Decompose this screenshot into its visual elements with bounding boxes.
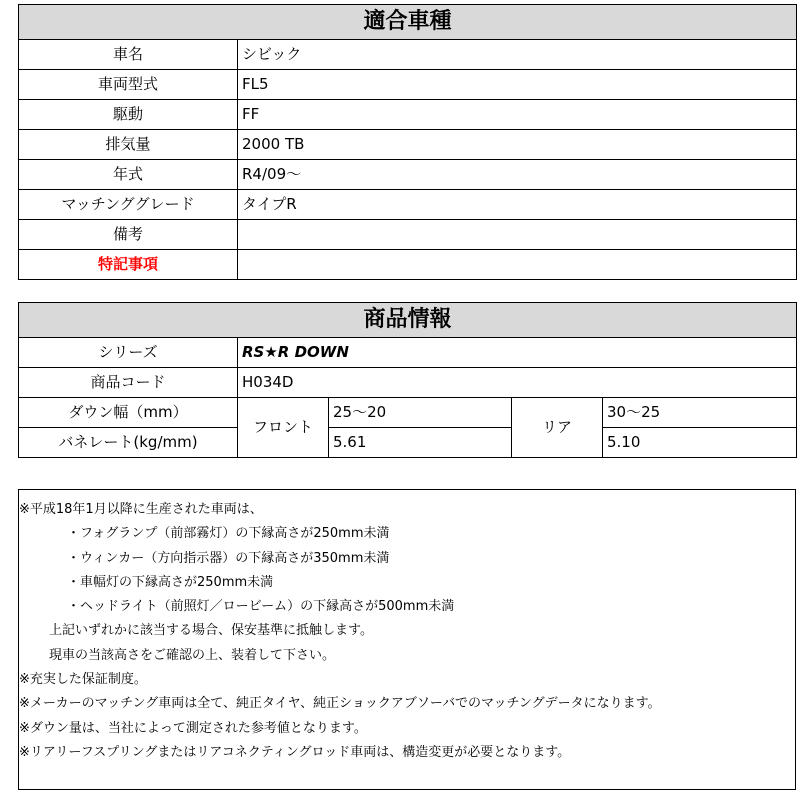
rear-down-value: 30～25 <box>603 398 797 428</box>
row-label: 排気量 <box>19 130 238 160</box>
down-width-label: ダウン幅（mm） <box>19 398 238 428</box>
front-down-value: 25～20 <box>329 398 512 428</box>
front-label: フロント <box>238 398 329 458</box>
table-row <box>19 250 797 280</box>
row-label: 年式 <box>19 160 238 190</box>
product-info-table <box>18 302 797 458</box>
special-notes-label: 特記事項 <box>19 250 238 280</box>
table-row <box>19 160 797 190</box>
note-line: ※ダウン量は、当社によって測定された参考値となります。 <box>19 720 367 736</box>
front-rate-value: 5.61 <box>329 428 512 458</box>
row-label: 駆動 <box>19 100 238 130</box>
note-line: ・ウィンカー（方向指示器）の下縁高さが350mm未満 <box>67 550 390 566</box>
row-label: 備考 <box>19 220 238 250</box>
note-line: ※充実した保証制度。 <box>19 672 147 688</box>
note-line: 上記いずれかに該当する場合、保安基準に抵触します。 <box>49 623 373 639</box>
table-row <box>19 368 797 398</box>
row-value: FL5 <box>238 70 797 100</box>
table-row <box>19 398 797 428</box>
rear-label: リア <box>512 398 603 458</box>
rear-rate-value: 5.10 <box>603 428 797 458</box>
table-row <box>19 220 797 250</box>
table-row <box>19 338 797 368</box>
spring-rate-label: バネレート(kg/mm) <box>19 428 238 458</box>
row-value: 2000 TB <box>238 130 797 160</box>
note-line: ※平成18年1月以降に生産された車両は、 <box>19 502 263 517</box>
row-value: シビック <box>238 40 797 70</box>
note-line: ※リアリーフスプリングまたはリアコネクティングロッド車両は、構造変更が必要となります。 <box>19 744 571 760</box>
row-label: 車名 <box>19 40 238 70</box>
row-value <box>238 220 797 250</box>
vehicle-table-title: 適合車種 <box>19 5 797 40</box>
product-code-label: 商品コード <box>19 368 238 398</box>
series-value: RS★R DOWN <box>238 338 797 368</box>
row-label: マッチンググレード <box>19 190 238 220</box>
product-code-value: H034D <box>238 368 797 398</box>
row-value: タイプR <box>238 190 797 220</box>
product-table-title: 商品情報 <box>19 303 797 338</box>
note-line: ・フォグランプ（前部霧灯）の下縁高さが250mm未満 <box>67 526 390 542</box>
table-row <box>19 100 797 130</box>
row-label: 車両型式 <box>19 70 238 100</box>
notes-box <box>18 489 796 790</box>
note-line: ※メーカーのマッチング車両は全て、純正タイヤ、純正ショックアブソーバでのマッチングデータになります。 <box>19 696 661 712</box>
note-line: ・車幅灯の下縁高さが250mm未満 <box>67 574 274 590</box>
table-row <box>19 70 797 100</box>
note-line: 現車の当該高さをご確認の上、装着して下さい。 <box>49 647 336 663</box>
table-row <box>19 130 797 160</box>
vehicle-fitment-table <box>18 4 797 280</box>
note-line: ・ヘッドライト（前照灯／ロービーム）の下縁高さが500mm未満 <box>67 599 455 615</box>
table-row <box>19 428 797 458</box>
table-row <box>19 40 797 70</box>
series-label: シリーズ <box>19 338 238 368</box>
row-value: FF <box>238 100 797 130</box>
row-value <box>238 250 797 280</box>
row-value: R4/09～ <box>238 160 797 190</box>
table-row <box>19 190 797 220</box>
